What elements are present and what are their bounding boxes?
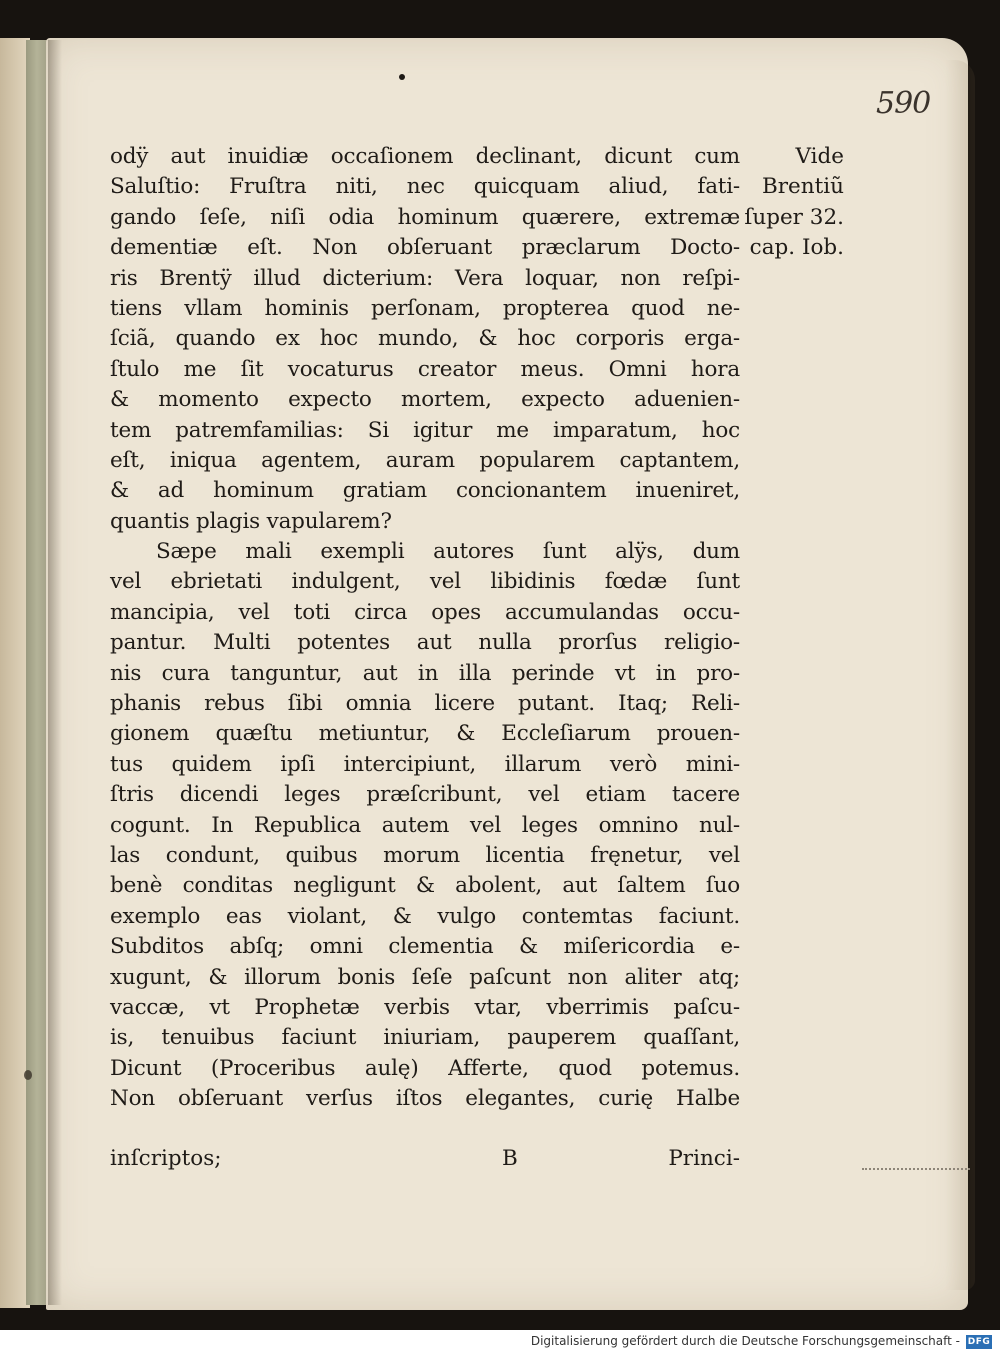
funding-footer — [0, 1330, 1000, 1355]
pencil-mark — [862, 1168, 970, 1172]
text-line: Non obſeruant verſus iſtos elegantes, curię Halbe — [110, 1086, 740, 1112]
dfg-logo-icon: DFG — [967, 1337, 991, 1347]
text-line: vel ebrietati indulgent, vel libidinis fœdæ ſunt — [110, 569, 740, 595]
margin-note-line: cap. Iob. — [749, 235, 844, 261]
gutter-shadow — [48, 40, 62, 1305]
text-line: gando ſeſe, niſi odia hominum quærere, extremæ — [110, 204, 740, 230]
text-line: vaccæ, vt Prophetæ verbis vtar, vberrimis paſcu- — [110, 994, 740, 1020]
text-line: & momento expecto mortem, expecto aduenien- — [110, 387, 740, 413]
text-line: tiens vllam hominis perſonam, propterea quod ne- — [110, 295, 740, 321]
signature-mark: B — [502, 1146, 518, 1171]
text-line: xugunt, & illorum bonis ſeſe paſcunt non aliter atq; — [110, 964, 740, 990]
ink-stain — [24, 1070, 32, 1080]
text-line: tus quidem ipſi intercipiunt, illarum verò mini- — [110, 751, 740, 777]
ink-dot — [399, 74, 405, 80]
text-line: gionem quæſtu metiuntur, & Eccleſiarum prouen- — [110, 721, 740, 747]
page-foot — [110, 1146, 740, 1178]
text-line: exemplo eas violant, & vulgo contemtas faciunt. — [110, 903, 740, 929]
text-line: dementiæ eſt. Non obſeruant præclarum Docto- — [110, 235, 740, 261]
text-line: odÿ aut inuidiæ occaſionem declinant, dicunt cum — [110, 144, 740, 169]
folio-number: 590 — [876, 86, 931, 121]
text-line: ris Brentÿ illud dicterium: Vera loquar, non reſpi- — [110, 265, 740, 291]
text-line: las condunt, quibus morum licentia fręnetur, vel — [110, 842, 740, 868]
text-line: nis cura tanguntur, aut in illa perinde vt in pro- — [110, 660, 740, 686]
text-line: Subditos abſq; omni clementia & miſericordia e- — [110, 934, 740, 960]
text-line: phanis rebus ſibi omnia licere putant. Itaq; Reli- — [110, 691, 740, 717]
catchword: Princi- — [668, 1146, 740, 1171]
margin-note-line: Brentiũ — [761, 174, 844, 200]
binding-strip — [26, 40, 48, 1305]
main-text-block — [110, 142, 740, 1115]
text-line: mancipia, vel toti circa opes accumulandas occu- — [110, 599, 740, 625]
marginal-note — [734, 142, 844, 264]
text-line: pantur. Multi potentes aut nulla prorſus religio- — [110, 630, 740, 656]
last-text-line: inſcriptos; — [110, 1146, 222, 1171]
text-line: Dicunt (Proceribus aulę) Afferte, quod potemus. — [110, 1055, 740, 1081]
text-line: ſciã, quando ex hoc mundo, & hoc corporis erga- — [110, 326, 740, 352]
text-line: Saluſtio: Fruſtra niti, nec quicquam aliud, fati- — [110, 174, 740, 200]
text-line: ſtulo me ſit vocaturus creator meus. Omni hora — [110, 356, 740, 382]
paragraph-end-line: quantis plagis vapularem? — [110, 508, 392, 534]
funding-notice: Digitalisierung gefördert durch die Deutsche Forschungsgemeinschaft - — [530, 1334, 960, 1348]
margin-note-line: Vide — [795, 144, 844, 169]
text-line: & ad hominum gratiam concionantem inueniret, — [110, 478, 740, 504]
text-line: ſtris dicendi leges præſcribunt, vel etiam tacere — [110, 782, 740, 808]
text-line: cogunt. In Republica autem vel leges omnino nul- — [110, 812, 740, 838]
margin-note-line: ſuper 32. — [744, 204, 844, 230]
text-line: tem patremfamilias: Si igitur me imparatum, hoc — [110, 417, 740, 443]
text-line: is, tenuibus faciunt iniuriam, pauperem quaſſant, — [110, 1025, 740, 1051]
text-line: eſt, iniqua agentem, auram popularem captantem, — [110, 447, 740, 473]
text-line: benè conditas negligunt & abolent, aut ſaltem ſuo — [110, 873, 740, 899]
paragraph-start-line: Sæpe mali exempli autores ſunt alÿs, dum — [156, 539, 740, 565]
